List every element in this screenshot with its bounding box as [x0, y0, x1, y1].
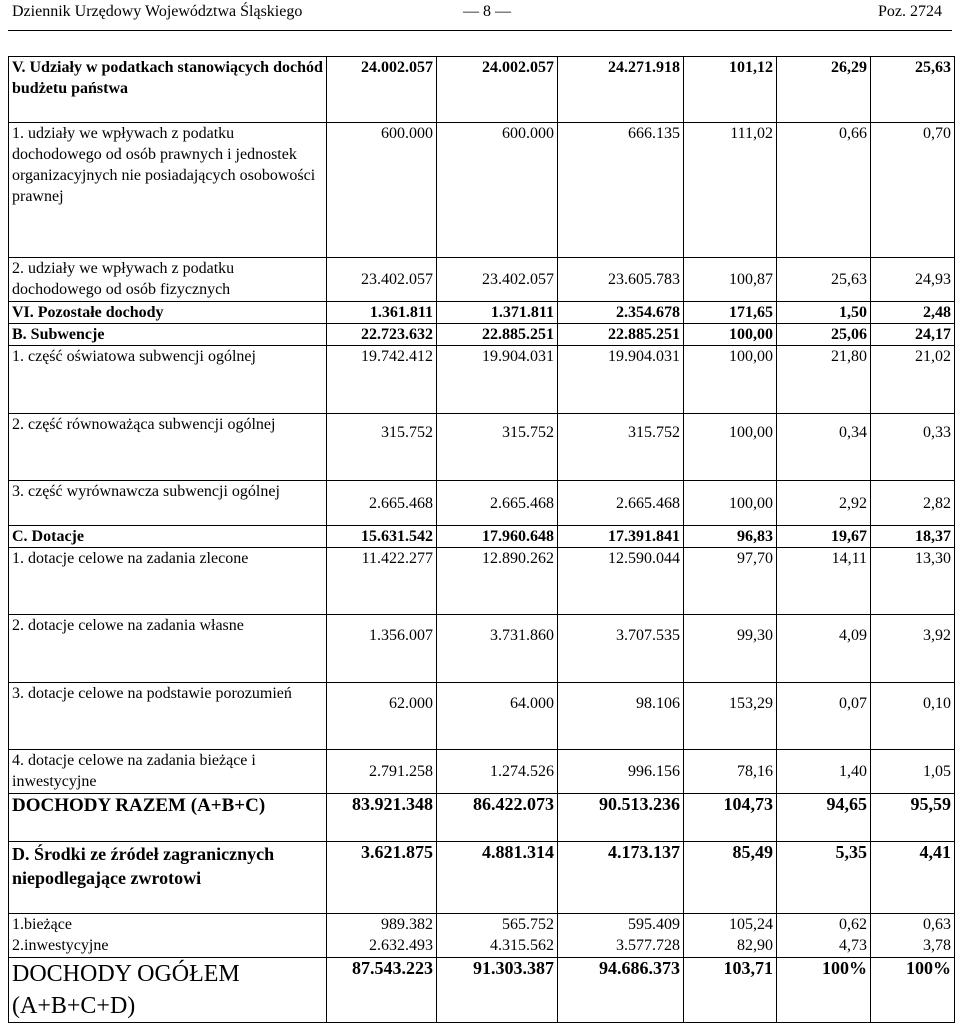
cell-value: 100,00	[684, 324, 777, 346]
page-number: — 8 —	[463, 3, 511, 20]
cell-value: 100,00	[684, 346, 777, 414]
row-label: DOCHODY OGÓŁEM (A+B+C+D)	[9, 958, 327, 1023]
sub-value: 4,73	[839, 937, 867, 954]
table-row	[9, 346, 955, 414]
row-label: 1. dotacje celowe na zadania zlecone	[9, 548, 327, 615]
cell-value: 4.173.137	[558, 842, 684, 914]
cell-value	[871, 914, 955, 958]
cell-value: 97,70	[684, 548, 777, 615]
cell-value: 13,30	[871, 548, 955, 615]
cell-value: 5,35	[777, 842, 871, 914]
cell-value: 24.002.057	[327, 57, 437, 123]
sub-value: 2.632.493	[369, 937, 433, 954]
table-row	[9, 258, 955, 302]
table-row	[9, 302, 955, 324]
cell-value: 64.000	[437, 683, 558, 750]
cell-value: 2.354.678	[558, 302, 684, 324]
cell-value: 315.752	[437, 414, 558, 481]
cell-value: 85,49	[684, 842, 777, 914]
sub-value: 105,24	[729, 916, 773, 933]
cell-value: 24.002.057	[437, 57, 558, 123]
cell-value: 1.274.526	[437, 750, 558, 794]
table-row	[9, 414, 955, 481]
table-row	[9, 958, 955, 1023]
cell-value: 4,09	[777, 615, 871, 683]
cell-value: 14,11	[777, 548, 871, 615]
cell-value: 21,02	[871, 346, 955, 414]
cell-value: 18,37	[871, 526, 955, 548]
cell-value: 11.422.277	[327, 548, 437, 615]
row-label: V. Udziały w podatkach stanowiących dochód budżetu państwa	[9, 57, 327, 123]
cell-value: 22.723.632	[327, 324, 437, 346]
row-label: 4. dotacje celowe na zadania bieżące i inwestycyjne	[9, 750, 327, 794]
cell-value: 2.665.468	[327, 481, 437, 526]
cell-value: 22.885.251	[437, 324, 558, 346]
cell-value: 4,41	[871, 842, 955, 914]
cell-value: 24.271.918	[558, 57, 684, 123]
cell-value: 0,10	[871, 683, 955, 750]
cell-value: 23.605.783	[558, 258, 684, 302]
cell-value: 600.000	[437, 123, 558, 258]
cell-value: 15.631.542	[327, 526, 437, 548]
table-row	[9, 481, 955, 526]
cell-value: 22.885.251	[558, 324, 684, 346]
row-label: C. Dotacje	[9, 526, 327, 548]
cell-value: 3,92	[871, 615, 955, 683]
cell-value: 23.402.057	[327, 258, 437, 302]
row-label: 1. udziały we wpływach z podatku dochodowego od osób prawnych i jednostek organizacyjnych nie posiadających osobowości prawnej	[9, 123, 327, 258]
cell-value: 3.731.860	[437, 615, 558, 683]
cell-value: 2,92	[777, 481, 871, 526]
cell-value: 90.513.236	[558, 794, 684, 842]
sub-value: 0,63	[923, 916, 951, 933]
cell-value: 24,17	[871, 324, 955, 346]
cell-value: 24,93	[871, 258, 955, 302]
cell-value: 94,65	[777, 794, 871, 842]
cell-value: 100,87	[684, 258, 777, 302]
table-row	[9, 324, 955, 346]
sub-value: 4.315.562	[490, 937, 554, 954]
sub-label: 1.bieżące	[12, 916, 72, 933]
cell-value: 0,33	[871, 414, 955, 481]
cell-value: 87.543.223	[327, 958, 437, 1023]
cell-value: 0,66	[777, 123, 871, 258]
row-label: VI. Pozostałe dochody	[9, 302, 327, 324]
row-label: 3. część wyrównawcza subwencji ogólnej	[9, 481, 327, 526]
cell-value: 1,05	[871, 750, 955, 794]
row-label: 2. część równoważąca subwencji ogólnej	[9, 414, 327, 481]
sub-value: 3.577.728	[616, 937, 680, 954]
journal-title: Dziennik Urzędowy Województwa Śląskiego	[12, 3, 303, 20]
table-row	[9, 615, 955, 683]
cell-value: 0,07	[777, 683, 871, 750]
table-row	[9, 750, 955, 794]
row-label: DOCHODY RAZEM (A+B+C)	[9, 794, 327, 842]
cell-value	[437, 914, 558, 958]
cell-value: 111,02	[684, 123, 777, 258]
sub-value: 565.752	[502, 916, 554, 933]
table-row	[9, 526, 955, 548]
cell-value: 62.000	[327, 683, 437, 750]
cell-value: 17.391.841	[558, 526, 684, 548]
sub-label: 2.inwestycyjne	[12, 937, 109, 954]
table-row	[9, 914, 955, 958]
revenue-table	[8, 56, 955, 1023]
cell-value: 19,67	[777, 526, 871, 548]
cell-value: 2.665.468	[558, 481, 684, 526]
cell-value: 1.371.811	[437, 302, 558, 324]
cell-value: 99,30	[684, 615, 777, 683]
row-label	[9, 914, 327, 958]
cell-value: 2,82	[871, 481, 955, 526]
cell-value: 91.303.387	[437, 958, 558, 1023]
cell-value: 96,83	[684, 526, 777, 548]
cell-value: 104,73	[684, 794, 777, 842]
cell-value: 315.752	[327, 414, 437, 481]
cell-value: 17.960.648	[437, 526, 558, 548]
cell-value: 171,65	[684, 302, 777, 324]
cell-value: 153,29	[684, 683, 777, 750]
cell-value: 600.000	[327, 123, 437, 258]
cell-value: 666.135	[558, 123, 684, 258]
row-label: 2. dotacje celowe na zadania własne	[9, 615, 327, 683]
cell-value: 101,12	[684, 57, 777, 123]
table-row	[9, 123, 955, 258]
cell-value: 23.402.057	[437, 258, 558, 302]
row-label: B. Subwencje	[9, 324, 327, 346]
page-header	[0, 0, 960, 26]
cell-value: 25,06	[777, 324, 871, 346]
cell-value: 2,48	[871, 302, 955, 324]
sub-value: 595.409	[628, 916, 680, 933]
cell-value: 0,70	[871, 123, 955, 258]
sub-value: 3,78	[923, 937, 951, 954]
cell-value: 996.156	[558, 750, 684, 794]
table-row	[9, 794, 955, 842]
cell-value: 2.665.468	[437, 481, 558, 526]
position-number: Poz. 2724	[878, 3, 942, 20]
row-label: 2. udziały we wpływach z podatku dochodowego od osób fizycznych	[9, 258, 327, 302]
cell-value: 100,00	[684, 414, 777, 481]
sub-value: 989.382	[381, 916, 433, 933]
row-label: 1. część oświatowa subwencji ogólnej	[9, 346, 327, 414]
cell-value: 1.361.811	[327, 302, 437, 324]
cell-value: 98.106	[558, 683, 684, 750]
cell-value: 3.707.535	[558, 615, 684, 683]
cell-value: 86.422.073	[437, 794, 558, 842]
table-row	[9, 57, 955, 123]
header-divider	[8, 30, 952, 31]
cell-value	[327, 914, 437, 958]
cell-value: 0,34	[777, 414, 871, 481]
cell-value: 12.890.262	[437, 548, 558, 615]
sub-value: 0,62	[839, 916, 867, 933]
cell-value: 103,71	[684, 958, 777, 1023]
cell-value: 4.881.314	[437, 842, 558, 914]
cell-value: 1,40	[777, 750, 871, 794]
cell-value: 78,16	[684, 750, 777, 794]
cell-value: 1.356.007	[327, 615, 437, 683]
cell-value: 2.791.258	[327, 750, 437, 794]
cell-value: 21,80	[777, 346, 871, 414]
cell-value: 19.742.412	[327, 346, 437, 414]
cell-value: 3.621.875	[327, 842, 437, 914]
cell-value	[558, 914, 684, 958]
table-row	[9, 548, 955, 615]
cell-value: 25,63	[871, 57, 955, 123]
cell-value: 1,50	[777, 302, 871, 324]
cell-value: 19.904.031	[558, 346, 684, 414]
cell-value: 83.921.348	[327, 794, 437, 842]
sub-value: 82,90	[737, 937, 773, 954]
cell-value: 95,59	[871, 794, 955, 842]
cell-value: 94.686.373	[558, 958, 684, 1023]
cell-value	[777, 914, 871, 958]
cell-value: 26,29	[777, 57, 871, 123]
table-row	[9, 683, 955, 750]
cell-value: 100%	[777, 958, 871, 1023]
cell-value: 315.752	[558, 414, 684, 481]
cell-value: 19.904.031	[437, 346, 558, 414]
row-label: D. Środki ze źródeł zagranicznych niepodlegające zwrotowi	[9, 842, 327, 914]
cell-value: 25,63	[777, 258, 871, 302]
cell-value: 100%	[871, 958, 955, 1023]
cell-value: 12.590.044	[558, 548, 684, 615]
row-label: 3. dotacje celowe na podstawie porozumień	[9, 683, 327, 750]
table-row	[9, 842, 955, 914]
cell-value: 100,00	[684, 481, 777, 526]
cell-value	[684, 914, 777, 958]
